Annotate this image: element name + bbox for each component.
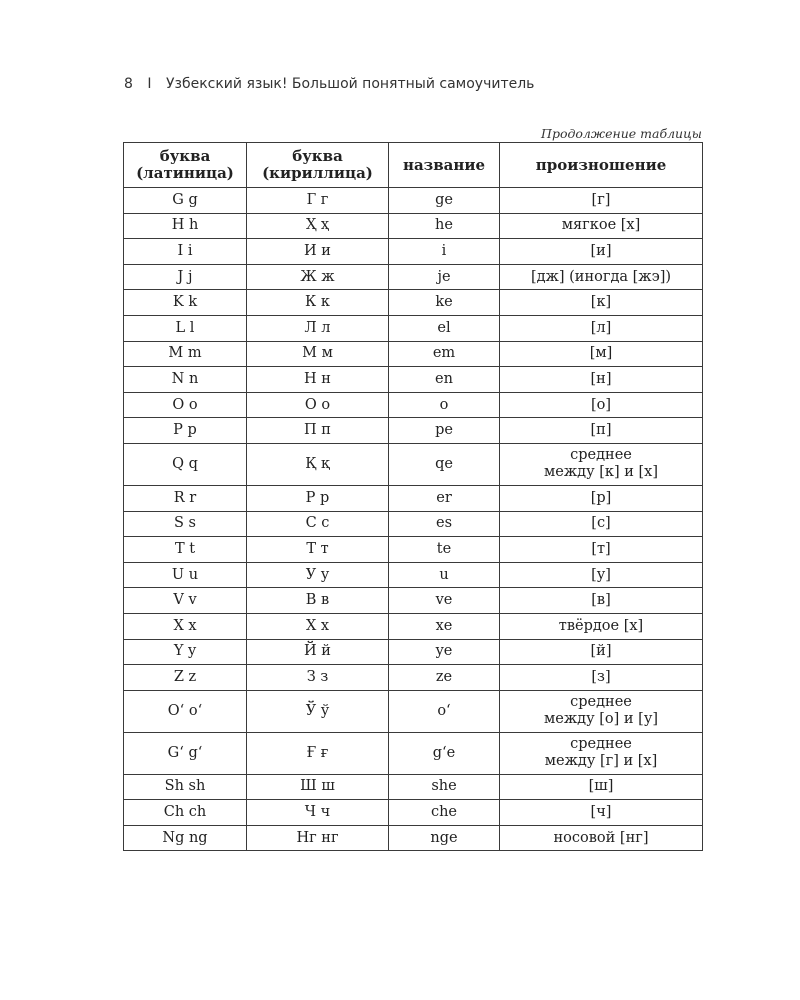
pronunciation-line: среднее	[570, 447, 632, 464]
running-head	[124, 76, 534, 92]
cell-name: che	[389, 800, 500, 826]
cell-name: g‘e	[389, 732, 500, 774]
cell-cyrillic: Й й	[247, 639, 389, 665]
table-row	[124, 315, 703, 341]
cell-name: o‘	[389, 690, 500, 732]
pronunciation-line: [н]	[590, 370, 612, 387]
cell-latin: N n	[124, 367, 247, 393]
cell-pronunciation	[500, 392, 703, 418]
table-row	[124, 774, 703, 800]
cell-latin: G g	[124, 188, 247, 214]
column-header-line: (кириллица)	[262, 164, 373, 182]
table-row	[124, 213, 703, 239]
column-header-line: название	[402, 155, 486, 174]
pronunciation-line: [дж] (иногда [жэ])	[530, 268, 672, 285]
cell-pronunciation	[500, 825, 703, 851]
cell-cyrillic: Г г	[247, 188, 389, 214]
pronunciation-line: [у]	[591, 566, 611, 583]
book-title: Узбекский язык! Большой понятный самоучитель	[165, 76, 535, 92]
table-row	[124, 188, 703, 214]
table-row	[124, 639, 703, 665]
cell-latin: G‘ g‘	[124, 732, 247, 774]
cell-name: es	[389, 511, 500, 537]
table-row	[124, 341, 703, 367]
cell-pronunciation	[500, 264, 703, 290]
cell-latin: T t	[124, 537, 247, 563]
table-row	[124, 367, 703, 393]
cell-name: pe	[389, 418, 500, 444]
pronunciation-line: [р]	[590, 489, 612, 506]
cell-name: el	[389, 315, 500, 341]
table-row	[124, 418, 703, 444]
cell-pronunciation	[500, 588, 703, 614]
table-row	[124, 665, 703, 691]
column-header-line: (латиница)	[136, 164, 234, 182]
cell-name: er	[389, 485, 500, 511]
table-row	[124, 800, 703, 826]
pronunciation-line: [к]	[590, 294, 612, 311]
cell-name: je	[389, 264, 500, 290]
table-row	[124, 537, 703, 563]
cell-cyrillic: Р р	[247, 485, 389, 511]
table-row	[124, 511, 703, 537]
pronunciation-line: носовой [нг]	[553, 829, 649, 846]
cell-cyrillic: К к	[247, 290, 389, 316]
cell-name: nge	[389, 825, 500, 851]
cell-pronunciation	[500, 341, 703, 367]
table-row	[124, 588, 703, 614]
pronunciation-line: [т]	[591, 540, 611, 557]
pronunciation-line: среднее	[570, 694, 632, 711]
pronunciation-line: [о]	[590, 396, 612, 413]
cell-cyrillic: Н н	[247, 367, 389, 393]
cell-latin: Sh sh	[124, 774, 247, 800]
cell-name: en	[389, 367, 500, 393]
table-row	[124, 392, 703, 418]
cell-pronunciation	[500, 732, 703, 774]
table-row	[124, 562, 703, 588]
cell-pronunciation	[500, 665, 703, 691]
pronunciation-line: [ч]	[590, 804, 612, 821]
cell-latin: M m	[124, 341, 247, 367]
cell-name: ge	[389, 188, 500, 214]
pronunciation-line: среднее	[570, 736, 632, 753]
pronunciation-line: [г]	[591, 191, 611, 208]
cell-cyrillic: Ч ч	[247, 800, 389, 826]
cell-cyrillic: Ҳ ҳ	[247, 213, 389, 239]
cell-latin: Ch ch	[124, 800, 247, 826]
alphabet-table	[123, 142, 703, 851]
cell-cyrillic: Нг нг	[247, 825, 389, 851]
column-header-pronunciation	[500, 143, 703, 188]
pronunciation-line: [й]	[590, 643, 612, 660]
cell-name: em	[389, 341, 500, 367]
table-row	[124, 264, 703, 290]
cell-cyrillic: И и	[247, 239, 389, 265]
table-continuation-note: Продолжение таблицы	[541, 126, 702, 141]
cell-pronunciation	[500, 511, 703, 537]
cell-cyrillic: В в	[247, 588, 389, 614]
cell-cyrillic: Қ қ	[247, 443, 389, 485]
cell-latin: L l	[124, 315, 247, 341]
cell-latin: I i	[124, 239, 247, 265]
cell-pronunciation	[500, 537, 703, 563]
cell-latin: K k	[124, 290, 247, 316]
cell-latin: Q q	[124, 443, 247, 485]
cell-pronunciation	[500, 690, 703, 732]
cell-name: ke	[389, 290, 500, 316]
cell-pronunciation	[500, 800, 703, 826]
cell-cyrillic: Ғ ғ	[247, 732, 389, 774]
cell-pronunciation	[500, 290, 703, 316]
table-row	[124, 443, 703, 485]
table-row	[124, 732, 703, 774]
cell-latin: Ng ng	[124, 825, 247, 851]
cell-cyrillic: Х х	[247, 613, 389, 639]
cell-latin: U u	[124, 562, 247, 588]
cell-latin: X x	[124, 613, 247, 639]
cell-latin: J j	[124, 264, 247, 290]
cell-latin: Z z	[124, 665, 247, 691]
cell-cyrillic: Ў ў	[247, 690, 389, 732]
pronunciation-line: [с]	[591, 515, 611, 532]
pronunciation-line: [и]	[590, 242, 612, 259]
cell-pronunciation	[500, 485, 703, 511]
cell-latin: O‘ o‘	[124, 690, 247, 732]
cell-cyrillic: Т т	[247, 537, 389, 563]
cell-cyrillic: М м	[247, 341, 389, 367]
cell-latin: V v	[124, 588, 247, 614]
table-row	[124, 239, 703, 265]
pronunciation-line: между [г] и [х]	[544, 753, 658, 770]
table-header-row	[124, 143, 703, 188]
table-row	[124, 613, 703, 639]
cell-latin: S s	[124, 511, 247, 537]
cell-latin: P p	[124, 418, 247, 444]
column-header-line: буква	[292, 147, 343, 165]
cell-pronunciation	[500, 418, 703, 444]
cell-pronunciation	[500, 774, 703, 800]
cell-cyrillic: П п	[247, 418, 389, 444]
cell-pronunciation	[500, 367, 703, 393]
table-row	[124, 690, 703, 732]
cell-latin: O o	[124, 392, 247, 418]
pronunciation-line: твёрдое [х]	[558, 617, 644, 634]
cell-name: qe	[389, 443, 500, 485]
cell-cyrillic: Ш ш	[247, 774, 389, 800]
column-header-latin	[124, 143, 247, 188]
pronunciation-line: между [о] и [у]	[543, 711, 659, 728]
cell-pronunciation	[500, 213, 703, 239]
page-number: 8	[124, 76, 133, 92]
cell-cyrillic: Ж ж	[247, 264, 389, 290]
cell-pronunciation	[500, 188, 703, 214]
column-header-line: произношение	[535, 155, 667, 174]
pronunciation-line: [ш]	[588, 778, 614, 795]
cell-name: xe	[389, 613, 500, 639]
cell-latin: H h	[124, 213, 247, 239]
cell-name: she	[389, 774, 500, 800]
cell-name: u	[389, 562, 500, 588]
cell-cyrillic: С с	[247, 511, 389, 537]
pronunciation-line: [л]	[590, 319, 612, 336]
table-body	[124, 188, 703, 851]
table-row	[124, 825, 703, 851]
pronunciation-line: [п]	[590, 422, 612, 439]
cell-cyrillic: У у	[247, 562, 389, 588]
cell-name: i	[389, 239, 500, 265]
cell-pronunciation	[500, 443, 703, 485]
table-row	[124, 290, 703, 316]
cell-pronunciation	[500, 613, 703, 639]
column-header-line: буква	[159, 147, 211, 165]
cell-cyrillic: О о	[247, 392, 389, 418]
pronunciation-line: [м]	[589, 345, 613, 362]
pronunciation-line: [з]	[591, 668, 611, 685]
cell-name: o	[389, 392, 500, 418]
cell-name: ze	[389, 665, 500, 691]
cell-pronunciation	[500, 562, 703, 588]
header-separator: I	[147, 76, 152, 92]
column-header-name	[389, 143, 500, 188]
column-header-cyrillic	[247, 143, 389, 188]
cell-cyrillic: Л л	[247, 315, 389, 341]
cell-pronunciation	[500, 639, 703, 665]
cell-cyrillic: З з	[247, 665, 389, 691]
cell-name: ve	[389, 588, 500, 614]
cell-pronunciation	[500, 315, 703, 341]
pronunciation-line: мягкое [х]	[561, 217, 641, 234]
cell-name: ye	[389, 639, 500, 665]
cell-latin: Y y	[124, 639, 247, 665]
cell-latin: R r	[124, 485, 247, 511]
pronunciation-line: [в]	[591, 592, 611, 609]
table-row	[124, 485, 703, 511]
cell-pronunciation	[500, 239, 703, 265]
pronunciation-line: между [к] и [х]	[543, 464, 659, 481]
cell-name: te	[389, 537, 500, 563]
cell-name: he	[389, 213, 500, 239]
